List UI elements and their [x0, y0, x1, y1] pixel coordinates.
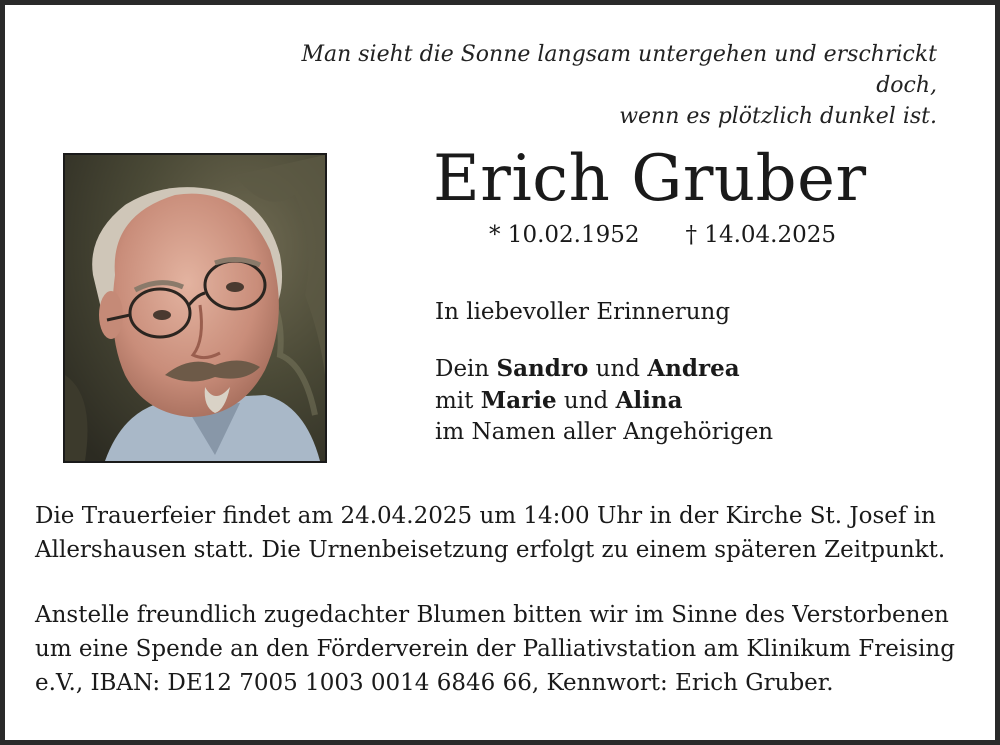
mourner-name-alina: Alina: [615, 387, 683, 414]
mourners-block: [435, 353, 773, 448]
life-dates: [489, 219, 836, 251]
mourners-line-2: [435, 385, 773, 417]
mourner-name-andrea: Andrea: [647, 355, 740, 382]
portrait-illustration: [65, 155, 325, 461]
donation-line-1: Anstelle freundlich zugedachter Blumen bitten wir im Sinne des Verstorbenen: [35, 602, 949, 628]
funeral-line-1: Die Trauerfeier findet am 24.04.2025 um 14:00 Uhr in der Kirche St. Josef in: [35, 503, 936, 529]
quote-line-1: Man sieht die Sonne langsam untergehen und erschrickt doch,: [301, 42, 937, 98]
deceased-name: Erich Gruber: [433, 142, 867, 216]
epigraph-quote: [237, 39, 937, 132]
mourners-line-3: im Namen aller Angehörigen: [435, 419, 774, 445]
portrait-photo: [63, 153, 327, 463]
donation-info: [35, 598, 975, 700]
quote-line-2: wenn es plötzlich dunkel ist.: [619, 104, 937, 129]
mourner-name-marie: Marie: [480, 387, 557, 414]
mourners-line-1-and: und: [588, 356, 648, 382]
mourners-line-2-and: und: [556, 388, 616, 414]
donation-line-3: e.V., IBAN: DE12 7005 1003 0014 6846 66, Kennwort: Erich Gruber.: [35, 670, 834, 696]
donation-line-2: um eine Spende an den Förderverein der Palliativstation am Klinikum Freising: [35, 636, 955, 662]
mourners-line-1: [435, 353, 773, 385]
funeral-info: [35, 499, 975, 567]
death-date: † 14.04.2025: [685, 222, 836, 248]
funeral-line-2: Allershausen statt. Die Urnenbeisetzung erfolgt zu einem späteren Zeitpunkt.: [35, 537, 946, 563]
memory-line: In liebevoller Erinnerung: [435, 299, 731, 325]
mourners-line-1-prefix: Dein: [435, 356, 497, 382]
mourners-line-2-prefix: mit: [435, 388, 481, 414]
birth-date: * 10.02.1952: [489, 222, 640, 248]
mourner-name-sandro: Sandro: [496, 355, 589, 382]
